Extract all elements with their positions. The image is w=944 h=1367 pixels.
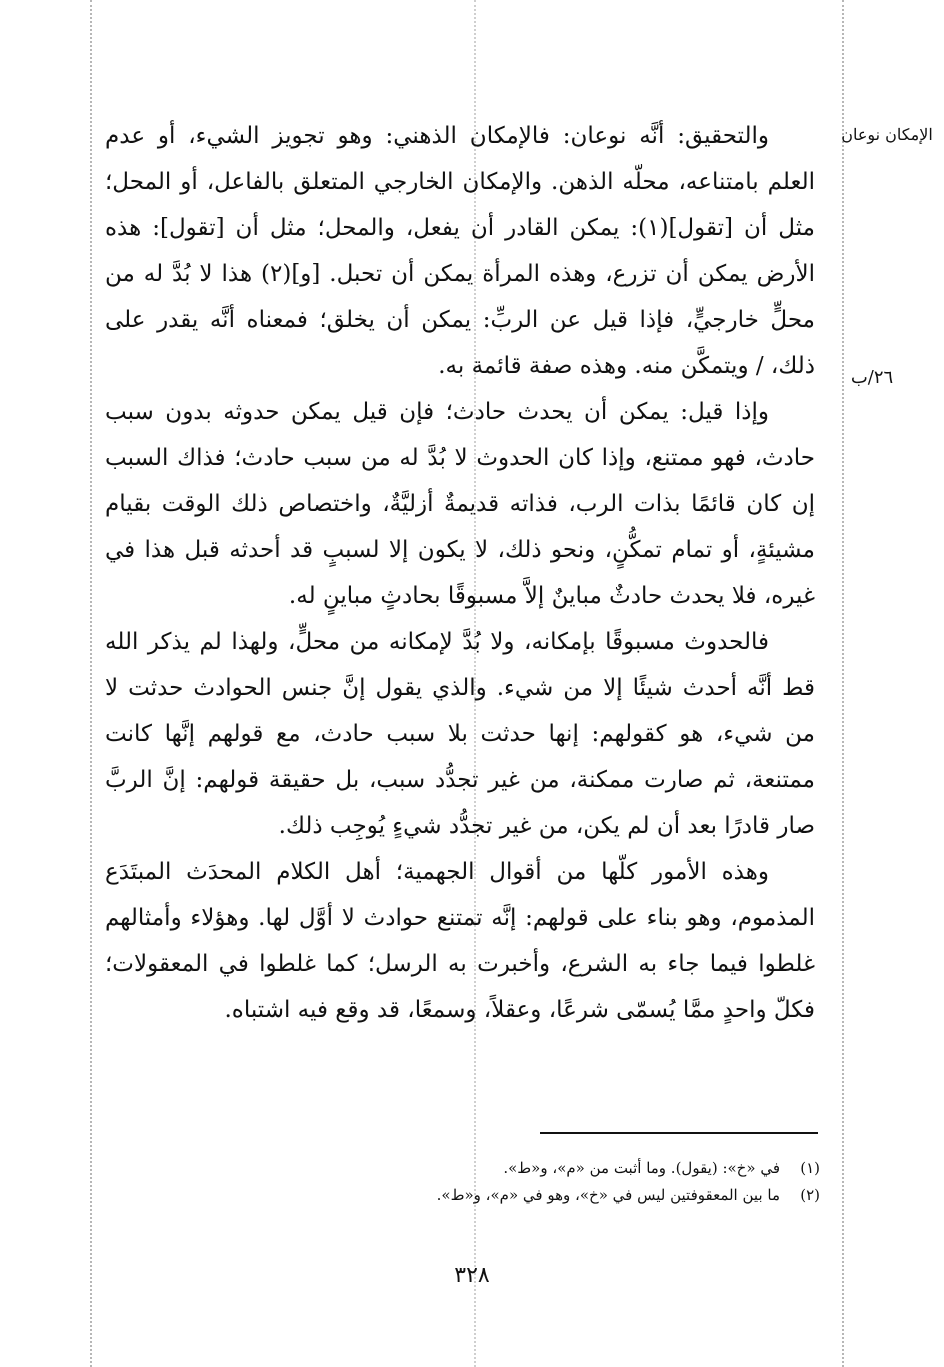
footnote-text: ما بين المعقوفتين ليس في «خ»، وهو في «م»، و«ط».	[436, 1186, 780, 1204]
margin-note-topic: الإمكان نوعان	[841, 125, 933, 144]
footnotes	[330, 1155, 820, 1209]
footnote-row-2	[330, 1182, 820, 1209]
footnote-separator	[540, 1132, 818, 1134]
footnote-text: في «خ»: (يقول). وما أثبت من «م»، و«ط».	[503, 1159, 780, 1177]
main-text-block	[105, 113, 815, 1033]
page-number: ٣٢٨	[454, 1263, 490, 1288]
footnote-number: (١)	[800, 1159, 820, 1177]
footnote-number: (٢)	[800, 1186, 820, 1204]
margin-note-folio: ٢٦/ب	[850, 367, 894, 388]
paragraph-1: والتحقيق: أنَّه نوعان: فالإمكان الذهني: وهو تجويز الشيء، أو عدم العلم بامتناعه، محلّه الذهن. والإمكان الخارجي المتعلق بالفاعل، أو المحل؛ مثل أن [تقول](١): يمكن القادر أن يفعل، والمحل؛ مثل أن [تقول]: هذه الأرض يمكن أن تزرع، وهذه المرأة يمكن أن تحبل. [و](٢) هذا لا بُدَّ له من محلٍّ خارجيٍّ، فإذا قيل عن الربِّ: يمكن أن يخلق؛ فمعناه أنَّه يقدر على ذلك، / ويتمكَّن منه. وهذه صفة قائمة به.	[105, 123, 815, 379]
paragraph-3: فالحدوث مسبوقًا بإمكانه، ولا بُدَّ لإمكانه من محلٍّ، ولهذا لم يذكر الله قط أنَّه أحدث شيئًا إلا من شيء. والذي يقول إنَّ جنس الحوادث حدثت لا من شيء، هو كقولهم: إنها حدثت بلا سبب حادث، مع قولهم إنَّها كانت ممتنعة، ثم صارت ممكنة، من غير تجدُّد سبب، بل حقيقة قولهم: إنَّ الربَّ صار قادرًا بعد أن لم يكن، من غير تجدُّد شيءٍ يُوجِب ذلك.	[105, 629, 815, 839]
footnote-row-1	[330, 1155, 820, 1182]
left-dotted-border	[90, 0, 92, 1367]
paragraph-4: وهذه الأمور كلّها من أقوال الجهمية؛ أهل الكلام المحدَث المبتَدَع المذموم، وهو بناء على قولهم: إنَّه تمتنع حوادث لا أوَّل لها. وهؤلاء وأمثالهم غلطوا فيما جاء به الشرع، وأخبرت به الرسل؛ كما غلطوا في المعقولات؛ فكلّ واحدٍ ممَّا يُسمّى شرعًا، وعقلاً، وسمعًا، قد وقع فيه اشتباه.	[105, 859, 815, 1023]
paragraph-2: وإذا قيل: يمكن أن يحدث حادث؛ فإن قيل يمكن حدوثه بدون سبب حادث، فهو ممتنع، وإذا كان الحدوث لا بُدَّ له من سبب حادث؛ فذاك السبب إن كان قائمًا بذات الرب، فذاته قديمةٌ أزليَّةٌ، واختصاص ذلك الوقت بقيام مشيئةٍ، أو تمام تمكُّنٍ، ونحو ذلك، لا يكون إلا لسببٍ قد أحدثه قبل هذا في غيره، فلا يحدث حادثٌ مباينٌ إلاَّ مسبوقًا بحادثٍ مباينٍ له.	[105, 399, 815, 609]
right-dotted-border	[842, 0, 844, 1367]
